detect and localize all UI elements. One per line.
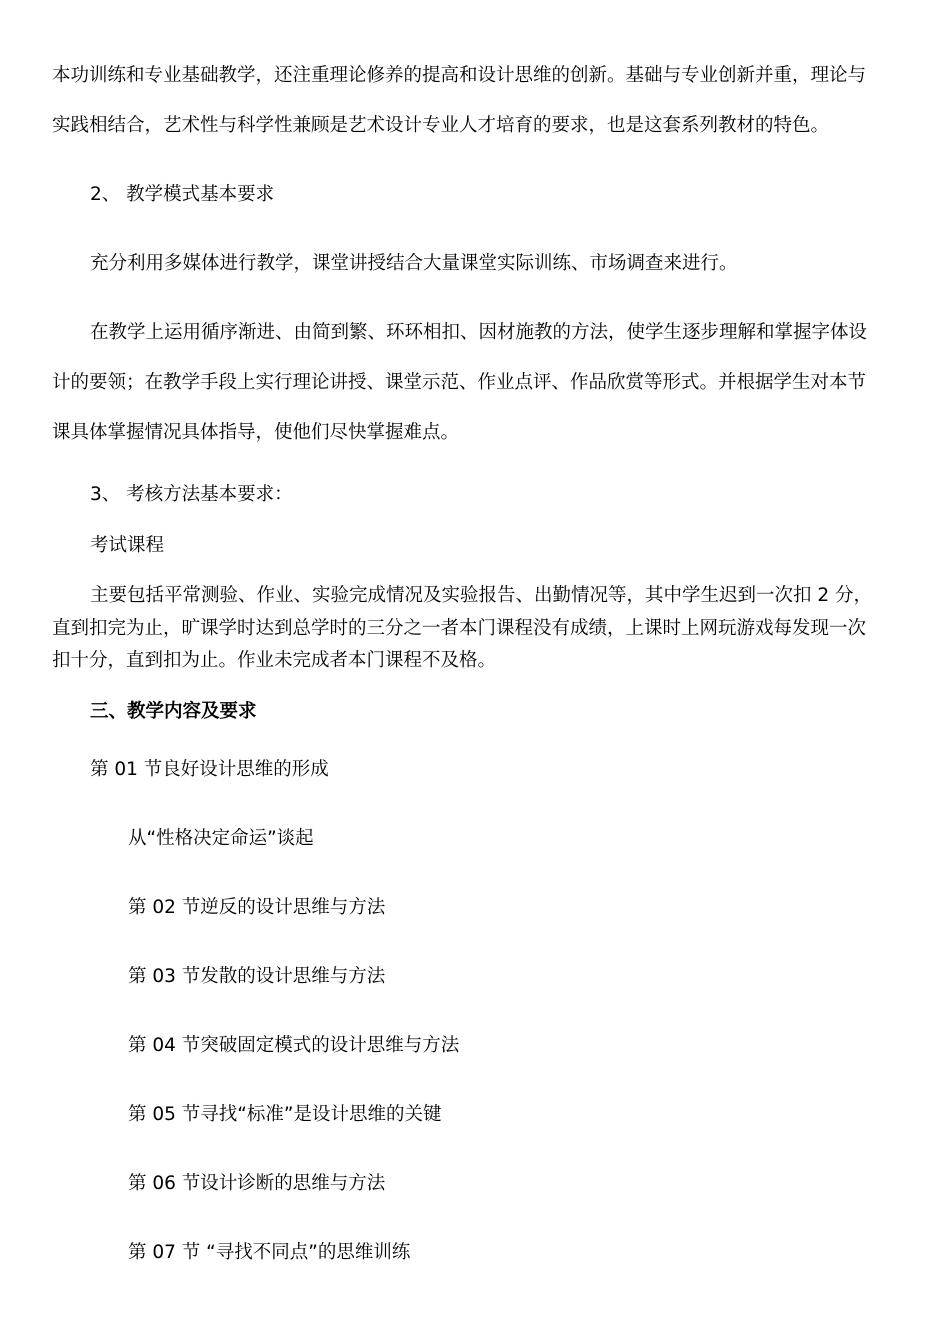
content-item: 从“性格决定命运”谈起 bbox=[128, 828, 314, 849]
exam-type: 考试课程 bbox=[90, 535, 165, 556]
section-3-paragraph-line-3: 扣十分，直到扣为止。作业未完成者本门课程不及格。 bbox=[52, 650, 497, 671]
content-item: 第 07 节 “寻找不同点”的思维训练 bbox=[128, 1242, 411, 1263]
intro-paragraph-line-2: 实践相结合，艺术性与科学性兼顾是艺术设计专业人才培育的要求，也是这套系列教材的特色。 bbox=[52, 115, 830, 136]
section-2-paragraph-2-line-1: 在教学上运用循序渐进、由简到繁、环环相扣、因材施教的方法，使学生逐步理解和掌握字体设 bbox=[90, 322, 868, 343]
content-item: 第 05 节寻找“标准”是设计思维的关键 bbox=[128, 1104, 442, 1125]
content-item: 第 02 节逆反的设计思维与方法 bbox=[128, 897, 386, 918]
section-2-paragraph-1: 充分利用多媒体进行教学，课堂讲授结合大量课堂实际训练、市场调查来进行。 bbox=[90, 253, 738, 274]
content-item: 第 03 节发散的设计思维与方法 bbox=[128, 966, 386, 987]
content-item: 第 06 节设计诊断的思维与方法 bbox=[128, 1173, 386, 1194]
first-section-title: 第 01 节良好设计思维的形成 bbox=[90, 759, 329, 780]
section-3-paragraph-line-1: 主要包括平常测验、作业、实验完成情况及实验报告、出勤情况等，其中学生迟到一次扣 2 分， bbox=[90, 585, 873, 606]
part-3-heading: 三、教学内容及要求 bbox=[90, 701, 257, 722]
section-2-paragraph-2-line-2: 计的要领；在教学手段上实行理论讲授、课堂示范、作业点评、作品欣赏等形式。并根据学生对本节 bbox=[52, 372, 867, 393]
intro-paragraph-line-1: 本功训练和专业基础教学，还注重理论修养的提高和设计思维的创新。基础与专业创新并重，理论与 bbox=[52, 65, 867, 86]
section-3-paragraph-line-2: 直到扣完为止，旷课学时达到总学时的三分之一者本门课程没有成绩，上课时上网玩游戏每发现一次 bbox=[52, 618, 867, 639]
section-2-paragraph-2-line-3: 课具体掌握情况具体指导，使他们尽快掌握难点。 bbox=[52, 422, 460, 443]
section-2-heading: 2、 教学模式基本要求 bbox=[90, 184, 275, 205]
content-item: 第 04 节突破固定模式的设计思维与方法 bbox=[128, 1035, 460, 1056]
section-3-heading: 3、 考核方法基本要求： bbox=[90, 484, 293, 505]
